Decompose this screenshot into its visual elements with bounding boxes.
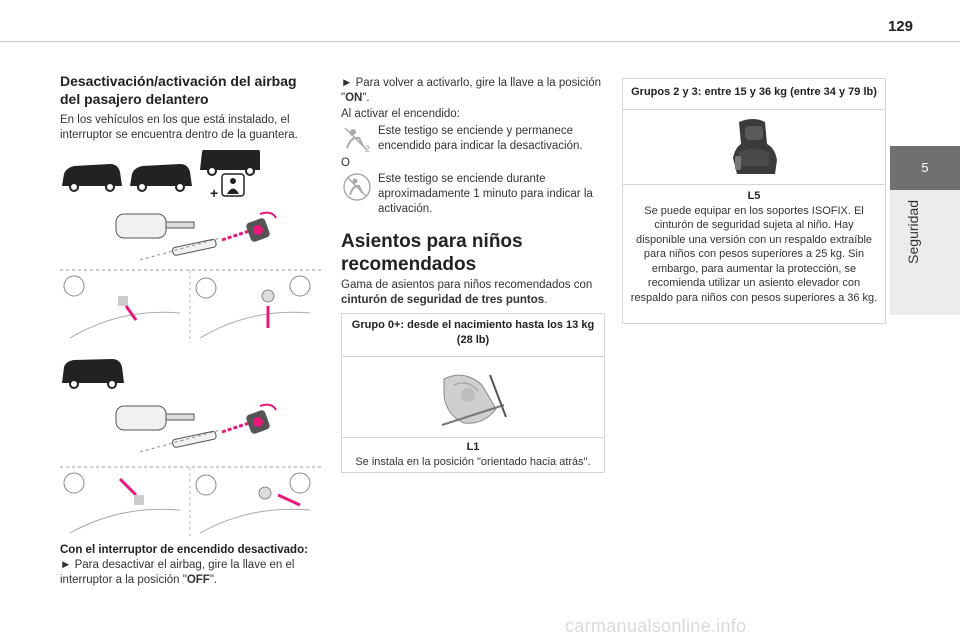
group23-image-cell [623, 110, 885, 185]
airbag-heading: Desactivación/activación del airbag del pasajero delantero [60, 73, 297, 107]
child-seats-intro [341, 278, 603, 308]
ignition-off-heading: Con el interruptor de encendido desactivado: [60, 544, 308, 556]
reactivate-instruction [341, 76, 603, 106]
group0-description: Se instala en la posición "orientado hacia atrás". [355, 455, 591, 468]
intro-suffix: . [544, 294, 548, 306]
page-number: 129 [887, 18, 913, 35]
key-illustration-2 [110, 400, 290, 465]
reactivate-suffix: ". [362, 92, 370, 104]
chapter-title [905, 200, 925, 310]
dashboard-illustration-1 [60, 268, 322, 343]
intro-bold: cinturón de seguridad de tres puntos [341, 294, 545, 306]
deactivate-instruction [60, 558, 320, 588]
child-seat-icon [434, 365, 514, 431]
lamp-off-description: Este testigo se enciende y permanece encendido para indicar la desactivación. [378, 125, 583, 152]
group0-desc-cell [342, 438, 604, 474]
chapter-tab[interactable]: 5 [890, 146, 960, 190]
group0-image-cell [342, 357, 604, 438]
group23-code: L5 [747, 190, 761, 202]
key-icon [116, 214, 217, 256]
group23-table [622, 78, 886, 324]
child-seats-title: Asientos para niños recomendados [341, 231, 523, 275]
key-illustration-1 [110, 208, 290, 273]
van-icon [62, 164, 122, 191]
key-icon [116, 406, 217, 448]
child-seat-icon [723, 116, 785, 178]
group23-description: Se puede equipar en los soportes ISOFIX. El cinturón de seguridad sujeta al niño. Hay disponible una versión con un respaldo extraíble para niños con pesos superiores a 25 kg. Sin embargo, para aumentar la protección, se recomienda utilizar un asiento elevador con respaldo para niños con pesos superiores a 36 kg. [630, 204, 878, 304]
group23-desc-cell [623, 185, 885, 319]
off-key-label: OFF [186, 574, 210, 586]
van-illustration-2 [60, 355, 130, 395]
group0-header: Grupo 0+: desde el nacimiento hasta los 13 kg (28 lb) [342, 314, 604, 357]
on-key-label: ON [345, 92, 363, 104]
steering-wheel-icon [64, 473, 310, 495]
watermark: carmanualsonline.info [565, 616, 747, 636]
chapter-band [890, 190, 960, 315]
airbag-intro: En los vehículos en los que está instalado, el interruptor se encuentra dentro de la guantera. [60, 114, 298, 141]
svg-text:2: 2 [365, 144, 371, 154]
or-separator: O [341, 157, 350, 169]
passenger-airbag-on-lamp-icon [341, 171, 373, 203]
dashboard-illustration-2 [60, 465, 322, 537]
van-icon [200, 150, 260, 175]
ignition-on-text: Al activar el encendido: [341, 108, 460, 120]
vans-illustration [60, 150, 260, 202]
van-icon [130, 164, 192, 191]
group23-header: Grupos 2 y 3: entre 15 y 36 kg (entre 34 y 79 lb) [623, 79, 885, 110]
header-rule [0, 41, 960, 42]
airbag-switch-icon [245, 409, 271, 435]
reactivate-text: ► Para volver a activarlo, gire la llave a la posición " [341, 77, 602, 104]
passenger-airbag-off-lamp-icon [341, 124, 373, 154]
deactivate-text: ► Para desactivar el airbag, gire la llave en el interruptor a la posición " [60, 559, 295, 586]
airbag-switch-icon [245, 217, 271, 243]
lamp-on-description: Este testigo se enciende durante aproximadamente 1 minuto para indicar la activación. [378, 173, 593, 215]
airbag-warning-icon [222, 174, 244, 196]
chapter-title-text: Seguridad [905, 200, 921, 264]
deactivate-suffix: ". [209, 574, 218, 586]
van-icon [62, 359, 124, 388]
svg-text:+: + [210, 185, 219, 201]
group0-table [341, 313, 605, 473]
intro-text: Gama de asientos para niños recomendados con [341, 279, 593, 291]
group0-code: L1 [466, 441, 480, 453]
